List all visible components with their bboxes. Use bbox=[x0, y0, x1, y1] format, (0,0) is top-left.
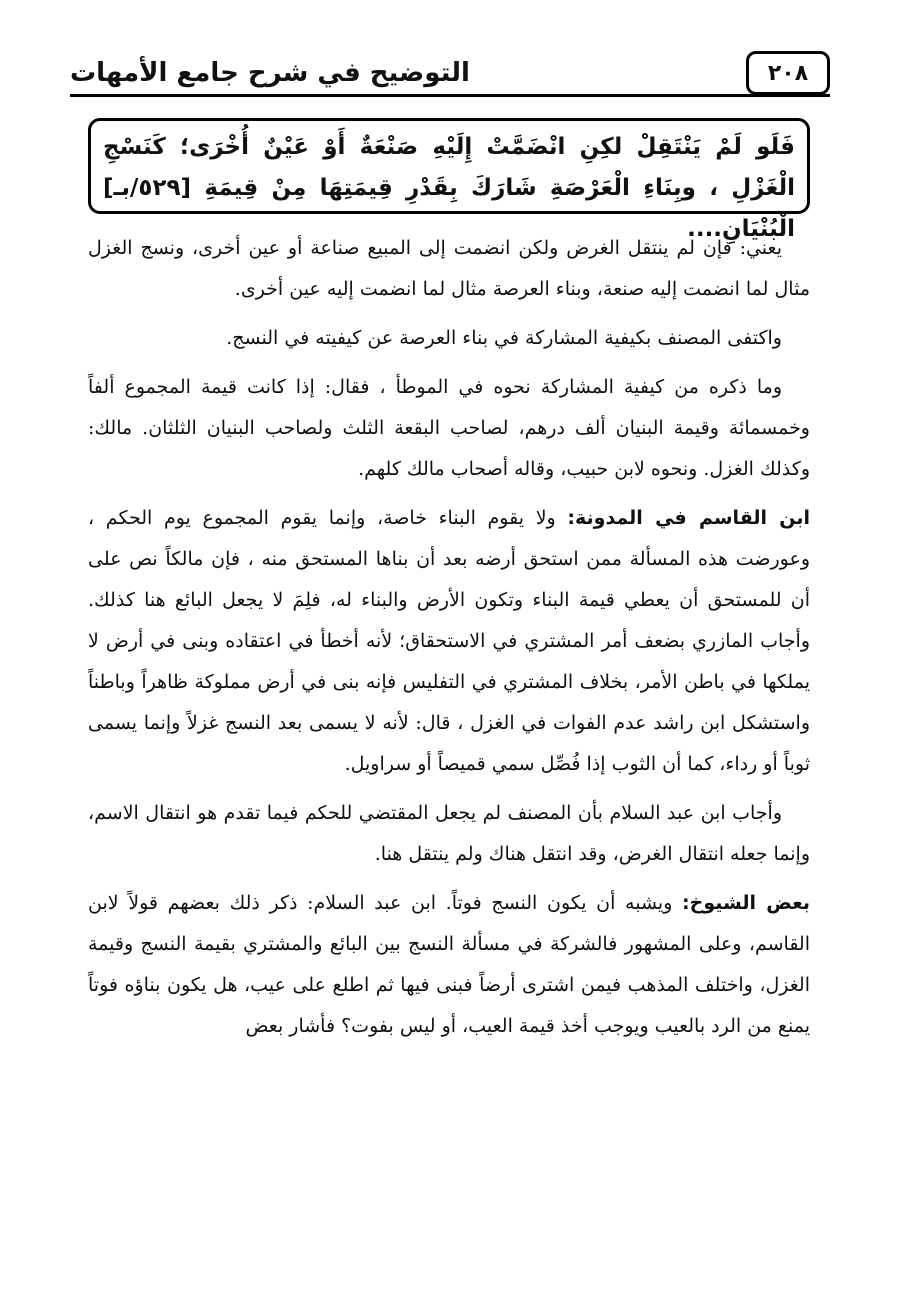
paragraph bbox=[88, 498, 810, 785]
page-number: ٢٠٨ bbox=[746, 51, 830, 95]
paragraph-text: وما ذكره من كيفية المشاركة نحوه في الموطأ ، فقال: إذا كانت قيمة المجموع ألفاً وخمسمائة وقيمة البنيان ألف درهم، لصاحب البقعة الثلث ولصاحب البنيان الثلثان. مالك: وكذلك الغزل. ونحوه لابن حبيب، وقاله أصحاب مالك كلهم. bbox=[88, 376, 810, 480]
paragraph-text: وأجاب ابن عبد السلام بأن المصنف لم يجعل المقتضي للحكم فيما تقدم هو انتقال الاسم، وإنما جعله انتقال الغرض، وقد انتقل هناك ولم ينتقل هنا. bbox=[88, 802, 810, 865]
commentary-body bbox=[88, 228, 810, 1055]
paragraph-text: واكتفى المصنف بكيفية المشاركة في بناء العرصة عن كيفيته في النسج. bbox=[226, 327, 782, 349]
running-title: التوضيح في شرح جامع الأمهات bbox=[70, 58, 470, 88]
paragraph-text: يعني: فإن لم ينتقل الغرض ولكن انضمت إلى المبيع صناعة أو عين أخرى، ونسج الغزل مثال لما انضمت إليه صنعة، وبناء العرصة مثال لما انضمت إليه عين أخرى. bbox=[88, 237, 810, 300]
paragraph-text: ويشبه أن يكون النسج فوتاً. ابن عبد السلام: ذكر ذلك بعضهم قولاً لابن القاسم، وعلى المشهور فالشركة في مسألة النسج بين البائع والمشتري بقيمة النسج وقيمة الغزل، واختلف المذهب فيمن اشترى أرضاً فبنى فيها ثم اطلع على عيب، هل يكون بناؤه فوتاً يمنع من الرد بالعيب ويوجب أخذ قيمة العيب، أو ليس بفوت؟ فأشار بعض bbox=[88, 892, 810, 1037]
matn-box bbox=[88, 118, 810, 242]
page-header bbox=[70, 55, 830, 97]
paragraph bbox=[88, 318, 810, 359]
paragraph bbox=[88, 228, 810, 310]
matn-text: فَلَو لَمْ يَنْتَقِلْ لكِنِ انْضَمَّتْ إِلَيْهِ صَنْعَةٌ أَوْ عَيْنٌ أُخْرَى؛ كَنَسْجِ الْغَزْلِ ، وبِنَاءِ الْعَرْصَةِ شَارَكَ بِقَدْرِ قِيمَتِهَا مِنْ قِيمَةِ [٥٢٩/بـ] الْبُنْيَانِ.... bbox=[103, 134, 795, 242]
paragraph bbox=[88, 793, 810, 875]
paragraph bbox=[88, 367, 810, 490]
paragraph-text: ولا يقوم البناء خاصة، وإنما يقوم المجموع يوم الحكم ، وعورضت هذه المسألة ممن استحق أرضه بعد أن بناها المستحق منه ، فإن مالكاً نص على أن للمستحق أن يعطي قيمة البناء وتكون الأرض والبناء له، فلِمَ لا يجعل البائع هنا كذلك. وأجاب المازري بضعف أمر المشتري في الاستحقاق؛ لأنه أخطأ في اعتقاده وبنى في أرض لا يملكها في باطن الأمر، بخلاف المشتري في التفليس فإنه بنى في أرض مملوكة ظاهراً وباطناً واستشكل ابن راشد عدم الفوات في الغزل ، قال: لأنه لا يسمى بعد النسج غزلاً وإنما يسمى ثوباً أو رداء، كما أن الثوب إذا فُصِّل سمي قميصاً أو سراويل. bbox=[88, 507, 810, 775]
paragraph-lead: بعض الشيوخ: bbox=[682, 892, 810, 914]
header-rule bbox=[70, 94, 830, 97]
paragraph bbox=[88, 883, 810, 1047]
paragraph-lead: ابن القاسم في المدونة: bbox=[567, 507, 811, 529]
